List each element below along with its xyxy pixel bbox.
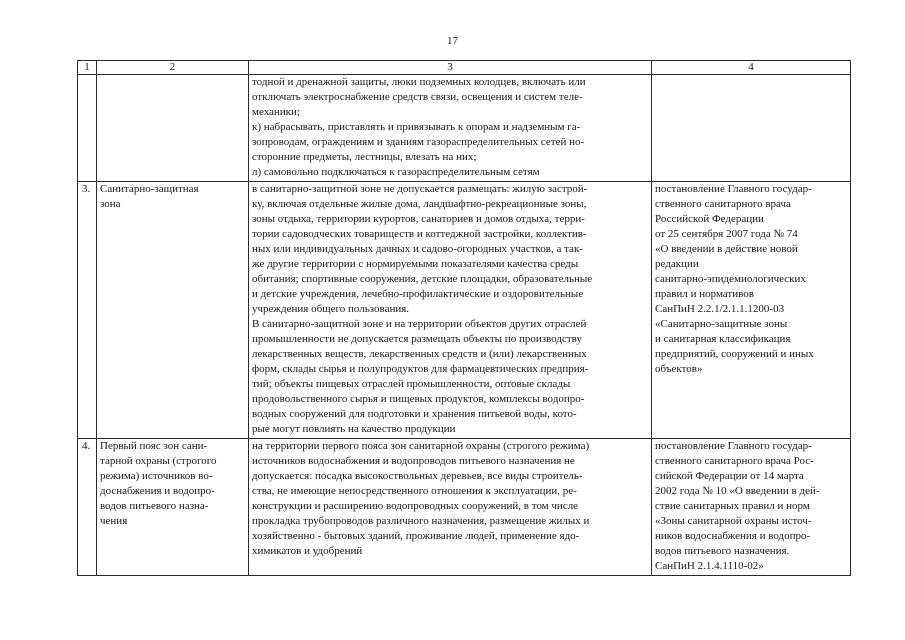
row-number: 4. <box>78 439 97 576</box>
text-line: В санитарно-защитной зоне и на территории объектов других отраслей <box>252 318 587 330</box>
text-line: зона <box>100 198 121 210</box>
text-line: Санитарно-защитная <box>100 183 199 195</box>
text-line: «Зоны санитарной охраны источ- <box>655 515 812 527</box>
column-header: 1 <box>78 61 97 75</box>
text-line: обитания; спортивные сооружения, детские площадки, образовательные <box>252 273 593 285</box>
text-line: хозяйственно - бытовых зданий, проживание людей, применение ядо- <box>252 530 580 542</box>
text-line: СанПиН 2.2.1/2.1.1.1200-03 <box>655 303 785 315</box>
text-line: водных сооружений для подготовки и хранения питьевой воды, кото- <box>252 408 577 420</box>
table-row <box>78 75 851 182</box>
restrictions-cell <box>249 439 652 576</box>
text-line: предприятий, сооружений и иных <box>655 348 814 360</box>
text-line: Российской Федерации <box>655 213 764 225</box>
legal-basis-cell <box>652 439 851 576</box>
text-line: ку, включая отдельные жилые дома, ландшафтно-рекреационные зоны, <box>252 198 587 210</box>
text-line: Первый пояс зон сани- <box>100 440 208 452</box>
text-line: тории садоводческих товариществ и коттеджной застройки, коллектив- <box>252 228 587 240</box>
text-line: источников водоснабжения и водопроводов питьевого назначения не <box>252 455 575 467</box>
text-line: учреждения общего пользования. <box>252 303 410 315</box>
text-line: зоны отдыха, территории курортов, санаториев и домов отдыха, терри- <box>252 213 585 225</box>
text-line: в санитарно-защитной зоне не допускается размещать: жилую застрой- <box>252 183 588 195</box>
text-line: продовольственного сырья и пищевых продуктов, комплексы водопро- <box>252 393 585 405</box>
text-line: допускается: посадка высокоствольных деревьев, все виды строитель- <box>252 470 583 482</box>
text-line: 2002 года № 10 «О введении в дей- <box>655 485 820 497</box>
column-header: 2 <box>97 61 249 75</box>
table-row <box>78 439 851 576</box>
text-line: санитарно-эпидемиологических <box>655 273 806 285</box>
text-line: чения <box>100 515 128 527</box>
text-line: водов питьевого назна- <box>100 500 209 512</box>
text-line: от 25 сентября 2007 года № 74 <box>655 228 798 240</box>
text-line: тодной и дренажной защиты, люки подземных колодцев, включать или <box>252 76 586 88</box>
text-line: правил и нормативов <box>655 288 754 300</box>
text-line: «Санитарно-защитные зоны <box>655 318 788 330</box>
text-line: ственного санитарного врача Рос- <box>655 455 814 467</box>
legal-basis-cell <box>652 182 851 439</box>
column-header-row <box>78 61 851 75</box>
text-line: механики; <box>252 106 300 118</box>
text-line: форм, склады сырья и полупродуктов для фармацевтических предприя- <box>252 363 589 375</box>
column-header: 4 <box>652 61 851 75</box>
text-line: зопроводам, ограждениям и зданиям газораспределительных сетей но- <box>252 136 585 148</box>
text-line: режима) источников во- <box>100 470 213 482</box>
text-line: л) самовольно подключаться к газораспределительным сетям <box>252 166 540 178</box>
text-line: же другие территории с нормируемыми показателями качества среды <box>252 258 579 270</box>
legal-basis-cell <box>652 75 851 182</box>
text-line: сийской Федерации от 14 марта <box>655 470 804 482</box>
page-number: 17 <box>447 35 458 47</box>
text-line: постановление Главного государ- <box>655 440 812 452</box>
text-line: доснабжения и водопро- <box>100 485 215 497</box>
text-line: сторонние предметы, лестницы, влезать на них; <box>252 151 477 163</box>
text-line: конструкции и расширению водопроводных сооружений, в том числе <box>252 500 579 512</box>
text-line: объектов» <box>655 363 703 375</box>
column-header: 3 <box>249 61 652 75</box>
restrictions-cell <box>249 182 652 439</box>
text-line: и детские учреждения, лечебно-профилактические и оздоровительные <box>252 288 584 300</box>
text-line: химикатов и удобрений <box>252 545 363 557</box>
text-line: на территории первого пояса зон санитарной охраны (строгого режима) <box>252 440 590 452</box>
text-line: «О введении в действие новой <box>655 243 798 255</box>
text-line: ствие санитарных правил и норм <box>655 500 810 512</box>
text-line: ства, не имеющие непосредственного отношения к эксплуатации, ре- <box>252 485 577 497</box>
text-line: редакции <box>655 258 699 270</box>
row-number <box>78 75 97 182</box>
text-line: постановление Главного государ- <box>655 183 812 195</box>
text-line: тий; объекты пищевых отраслей промышленности, оптовые склады <box>252 378 571 390</box>
text-line: лекарственных веществ, лекарственных средств и (или) лекарственных <box>252 348 587 360</box>
text-line: к) набрасывать, приставлять и привязывать к опорам и надземным га- <box>252 121 581 133</box>
text-line: и санитарная классификация <box>655 333 791 345</box>
zone-name-cell <box>97 439 249 576</box>
restrictions-cell <box>249 75 652 182</box>
text-line: отключать электроснабжение средств связи, освещения и систем теле- <box>252 91 583 103</box>
row-number: 3. <box>78 182 97 439</box>
text-line: ников водоснабжения и водопро- <box>655 530 811 542</box>
text-line: прокладка трубопроводов различного назначения, размещение жилых и <box>252 515 590 527</box>
text-line: ственного санитарного врача <box>655 198 791 210</box>
text-line: тарной охраны (строгого <box>100 455 217 467</box>
regulations-table <box>77 60 851 576</box>
text-line: водов питьевого назначения. <box>655 545 790 557</box>
text-line: рые могут повлиять на качество продукции <box>252 423 456 435</box>
table-row <box>78 182 851 439</box>
text-line: СанПиН 2.1.4.1110-02» <box>655 560 764 572</box>
text-line: промышленности не допускается размещать объекты по производству <box>252 333 582 345</box>
text-line: ных или индивидуальных дачных и садово-огородных участков, а так- <box>252 243 583 255</box>
zone-name-cell <box>97 75 249 182</box>
zone-name-cell <box>97 182 249 439</box>
